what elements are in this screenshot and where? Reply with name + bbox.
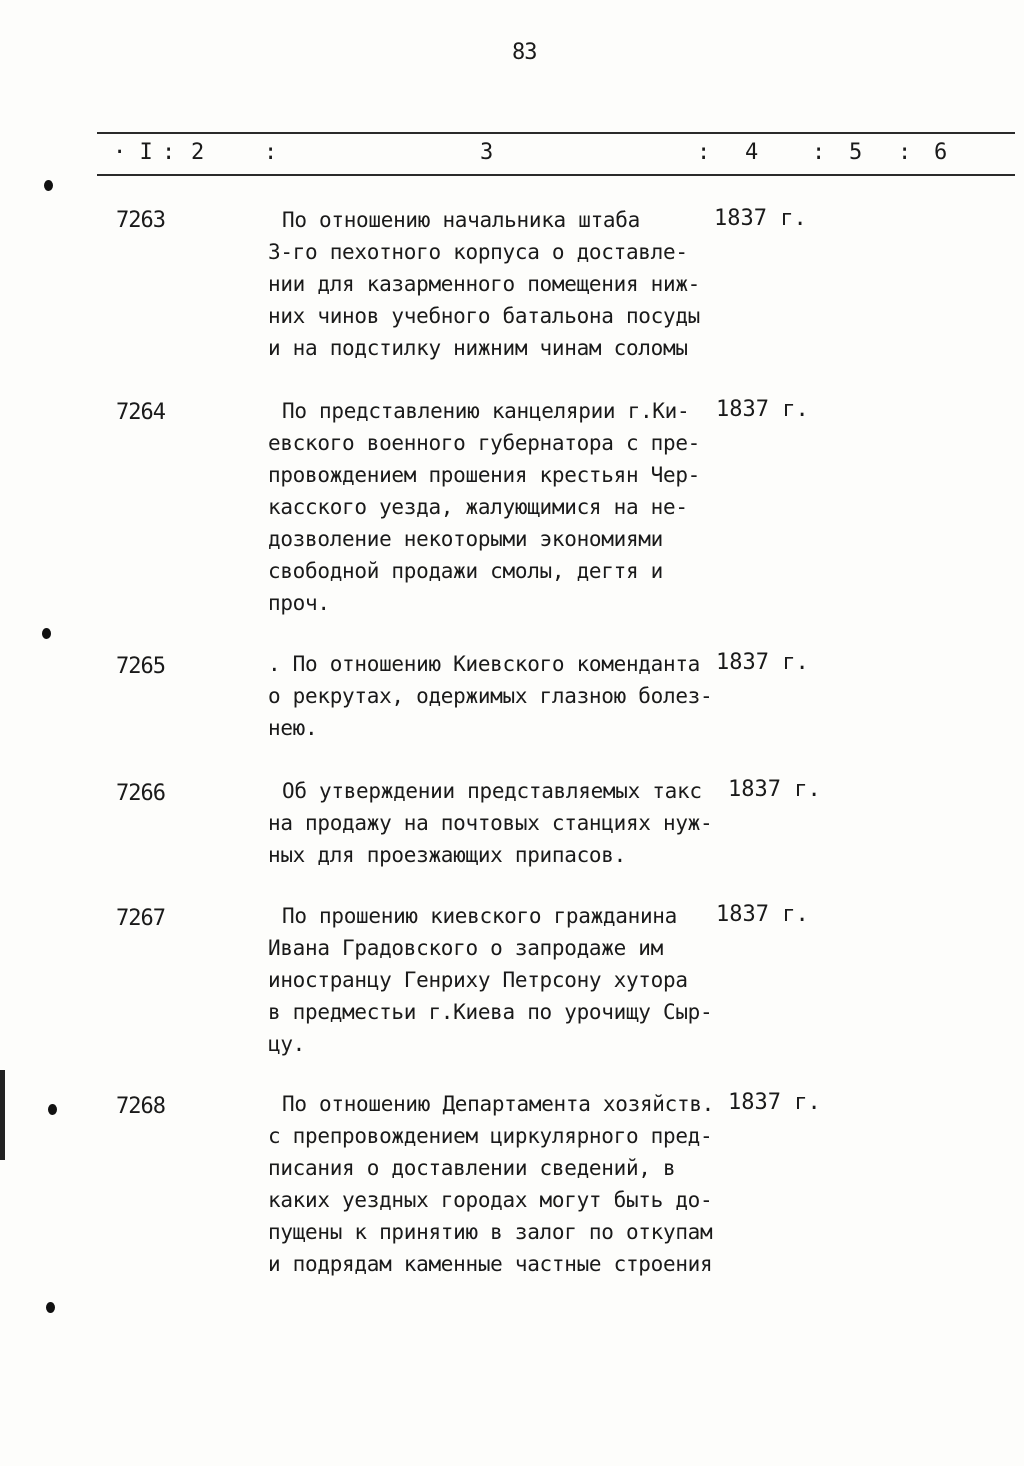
entry-description (268, 648, 738, 744)
entry-line: с препровождением циркулярного пред- (268, 1124, 713, 1148)
entry-line: провождением прошения крестьян Чер- (268, 463, 701, 487)
entry-line: в предместьи г.Киева по урочищу Сыр- (268, 1000, 713, 1024)
entry-description (268, 395, 738, 619)
header-col-3: 3 (480, 140, 494, 165)
entry-description (268, 1088, 738, 1280)
entry-line: и подрядам каменные частные строения (268, 1252, 713, 1276)
header-separator: : (898, 140, 912, 165)
entry-line: иностранцу Генриху Петрсону хутора (268, 968, 688, 992)
entry-line: нии для казарменного помещения ниж- (268, 272, 701, 296)
entry-year: 1837 г. (714, 206, 807, 231)
entry-line: нею. (268, 716, 318, 740)
entry-line: каких уездных городах могут быть до- (268, 1188, 713, 1212)
header-separator: : (812, 140, 826, 165)
entry-number: 7268 (116, 1094, 165, 1119)
entry-description (268, 775, 738, 871)
entry-line: 3-го пехотного корпуса о доставле- (268, 240, 688, 264)
entry-line: проч. (268, 591, 330, 615)
entry-line: По отношению Департамента хозяйств. (282, 1092, 715, 1116)
entry-line: касского уезда, жалующимися на не- (268, 495, 688, 519)
entry-number: 7263 (116, 208, 165, 233)
punch-hole-mark (44, 180, 53, 191)
entry-line: пущены к принятию в залог по откупам (268, 1220, 713, 1244)
binding-edge-mark (0, 1070, 5, 1160)
entry-line: . По отношению Киевского коменданта (268, 652, 701, 676)
entry-year: 1837 г. (728, 777, 821, 802)
entry-line: и на подстилку нижним чинам соломы (268, 336, 688, 360)
header-rule-bottom (97, 174, 1015, 176)
entry-number: 7265 (116, 654, 165, 679)
entry-description (268, 204, 738, 364)
entry-line: них чинов учебного батальона посуды (268, 304, 701, 328)
entry-number: 7266 (116, 781, 165, 806)
header-col-4: 4 (745, 140, 759, 165)
entry-line: свободной продажи смолы, дегтя и (268, 559, 663, 583)
entry-line: По отношению начальника штаба (282, 208, 640, 232)
entry-line: на продажу на почтовых станциях нуж- (268, 811, 713, 835)
page-number: 83 (512, 40, 537, 65)
entry-year: 1837 г. (716, 397, 809, 422)
entry-line: Об утверждении представляемых такс (282, 779, 702, 803)
entry-line: По прошению киевского гражданина (282, 904, 677, 928)
header-separator: : (162, 140, 176, 165)
header-col-6: 6 (934, 140, 948, 165)
punch-hole-mark (46, 1302, 55, 1313)
entry-year: 1837 г. (716, 650, 809, 675)
entry-line: дозволение некоторыми экономиями (268, 527, 663, 551)
entry-number: 7264 (116, 400, 165, 425)
header-separator: : (697, 140, 711, 165)
header-col-5: 5 (849, 140, 863, 165)
entry-line: писания о доставлении сведений, в (268, 1156, 676, 1180)
entry-number: 7267 (116, 906, 165, 931)
punch-hole-mark (48, 1104, 57, 1115)
entry-year: 1837 г. (728, 1090, 821, 1115)
header-col-1: · I (113, 140, 153, 165)
header-col-2: 2 (191, 140, 205, 165)
entry-description (268, 900, 738, 1060)
entry-line: цу. (268, 1032, 306, 1056)
entry-line: евского военного губернатора с пре- (268, 431, 701, 455)
punch-hole-mark (42, 628, 51, 639)
entry-line: По представлению канцелярии г.Ки- (282, 399, 690, 423)
header-rule-top (97, 132, 1015, 134)
header-separator: : (264, 140, 278, 165)
entry-line: Ивана Градовского о запродаже им (268, 936, 663, 960)
entry-year: 1837 г. (716, 902, 809, 927)
entry-line: ных для проезжающих припасов. (268, 843, 626, 867)
entry-line: о рекрутах, одержимых глазною болез- (268, 684, 713, 708)
